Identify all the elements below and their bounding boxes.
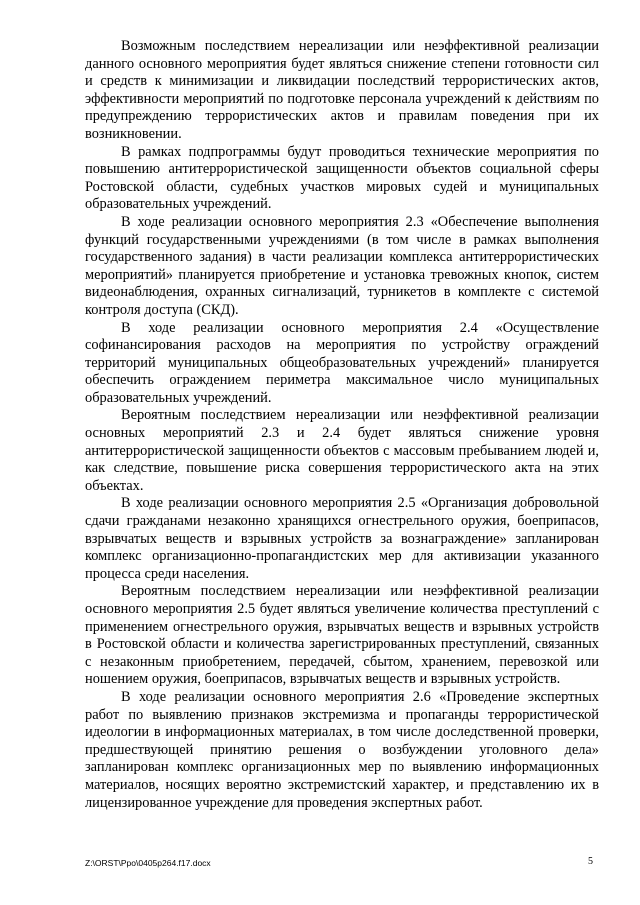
document-body [85, 38, 599, 812]
paragraph: Вероятным последствием нереализации или неэффективной реализации основного мероприятия 2.5 будет являться увеличение количества преступлений с применением огнестрельного оружия, взрывчатых веществ и взрывных устройств в Ростовской области и количества зарегистрированных преступлений, связанных с незаконным приобретением, передачей, сбытом, хранением, перевозкой или ношением оружия, боеприпасов, взрывчатых веществ и взрывных устройств. [85, 583, 599, 688]
paragraph: В ходе реализации основного мероприятия 2.6 «Проведение экспертных работ по выявлению признаков экстремизма и пропаганды террористической идеологии в информационных материалах, в том числе доследственной проверки, предшествующей принятию решения о возбуждении уголовного дела» запланирован комплекс организационных мер по выявлению информационных материалов, носящих вероятно экстремистский характер, и представлению их в лицензированное учреждение для проведения экспертных работ. [85, 688, 599, 811]
paragraph: В ходе реализации основного мероприятия 2.5 «Организация добровольной сдачи гражданами незаконно хранящихся огнестрельного оружия, боеприпасов, взрывчатых веществ и взрывных устройств за вознаграждение» запланирован комплекс организационно-пропагандистских мер для активизации указанного процесса среди населения. [85, 495, 599, 582]
paragraph: В ходе реализации основного мероприятия 2.4 «Осуществление софинансирования расходов на мероприятия по устройству ограждений территорий муниципальных общеобразовательных учреждений» планируется обеспечить ограждением периметра максимальное число муниципальных образовательных учреждений. [85, 319, 599, 406]
footer-file-path: Z:\ORST\Ppo\0405p264.f17.docx [85, 858, 211, 868]
paragraph: В рамках подпрограммы будут проводиться технические мероприятия по повышению антитеррористической защищенности объектов социальной сферы Ростовской области, судебных участков мировых судей и муниципальных образовательных учреждений. [85, 143, 599, 213]
page-number: 5 [588, 856, 593, 867]
paragraph: Вероятным последствием нереализации или неэффективной реализации основных мероприятий 2.3 и 2.4 будет являться снижение уровня антитеррористической защищенности объектов с массовым пребыванием людей и, как следствие, повышение риска совершения террористического акта на этих объектах. [85, 407, 599, 494]
paragraph: В ходе реализации основного мероприятия 2.3 «Обеспечение выполнения функций государственными учреждениями (в том числе в рамках выполнения государственного задания) в части реализации комплекса антитеррористических мероприятий» планируется приобретение и установка тревожных кнопок, систем видеонаблюдения, охранных сигнализаций, турникетов в комплекте с системой контроля доступа (СКД). [85, 213, 599, 318]
paragraph: Возможным последствием нереализации или неэффективной реализации данного основного мероприятия будет являться снижение степени готовности сил и средств к минимизации и ликвидации последствий террористических актов, эффективности мероприятий по подготовке персонала учреждений к действиям по предупреждению террористических актов и правилам поведения при их возникновении. [85, 38, 599, 142]
